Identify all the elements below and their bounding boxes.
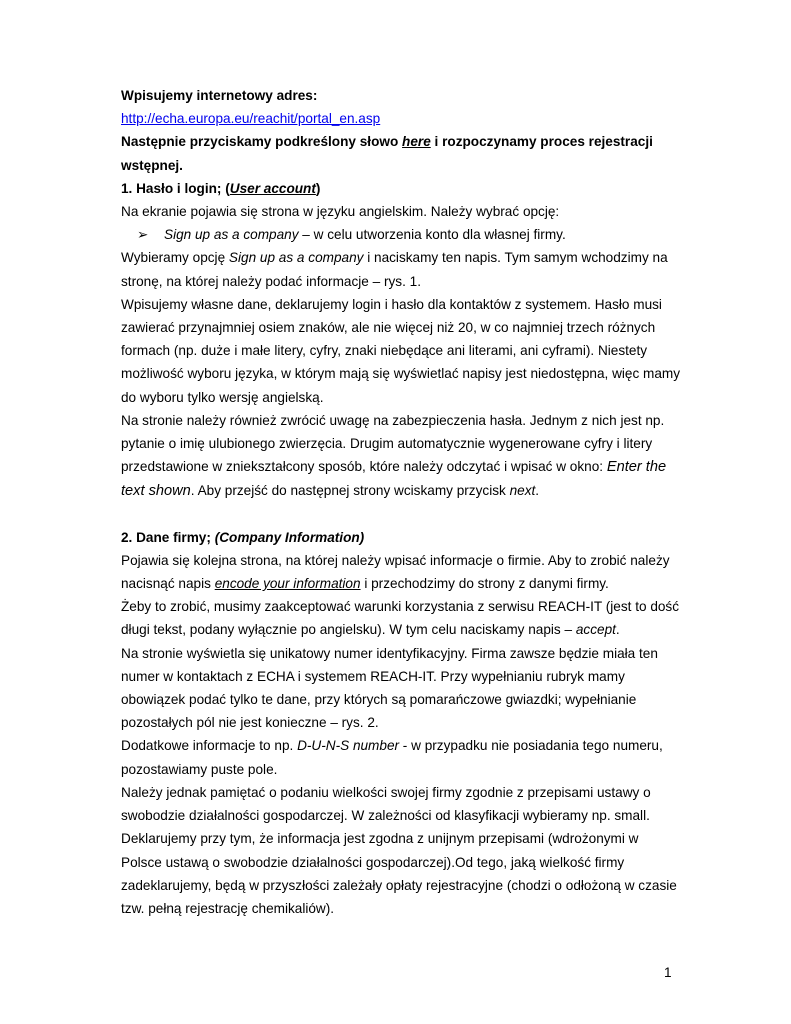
text-span: długi tekst, podany wyłącznie po angielsku). W tym celu naciskamy napis – — [121, 622, 576, 638]
field-name: Enter the — [606, 459, 667, 476]
accept-word: accept — [575, 622, 616, 638]
paragraph-line — [121, 246, 681, 269]
paragraph-line: swobodzie działalności gospodarczej. W zależności od klasyfikacji wybieramy np. small. — [121, 808, 650, 824]
section-2-english-title: (Company Information) — [214, 529, 365, 545]
intro-heading: Wpisujemy internetowy adres: — [121, 88, 318, 103]
paragraph-line: możliwość wyboru języka, w którym mają się wyświetlać napisy jest niedostępna, więc mamy — [121, 366, 681, 382]
portal-link[interactable]: http://echa.europa.eu/reachit/portal_en.asp — [121, 111, 381, 127]
field-name-cont: text shown — [121, 483, 191, 500]
paragraph-line: zadeklarujemy, będą w przyszłości zależały opłaty rejestracyjne (chodzi o odłożoną w czasie — [121, 877, 677, 893]
paragraph-line: Żeby to zrobić, musimy zaakceptować warunki korzystania z serwisu REACH-IT (jest to dość — [121, 599, 680, 615]
paragraph-line: Na stronie wyświetla się unikatowy numer identyfikacyjny. Firma zawsze będzie miała ten — [121, 645, 658, 661]
section-2-heading — [121, 526, 681, 549]
bullet-text: – w celu utworzenia konto dla własnej firmy. — [298, 227, 566, 243]
page-number: 1 — [664, 965, 672, 980]
text-span: . — [615, 622, 620, 638]
paragraph-line: pytanie o imię ulubionego zwierzęcia. Drugim automatycznie wygenerowane cyfry i litery — [121, 436, 653, 452]
option-name: Sign up as a company — [228, 250, 364, 266]
paragraph-line — [121, 455, 681, 479]
here-word: here — [402, 134, 431, 150]
section-1-english-title: User account — [229, 180, 316, 196]
text-span: i naciskamy ten napis. Tym samym wchodzimy na — [363, 250, 668, 266]
paragraph-line — [121, 479, 681, 503]
document-body — [121, 84, 681, 920]
paragraph-line — [121, 734, 681, 757]
text-span: - w przypadku nie posiadania tego numeru, — [399, 738, 663, 754]
instruction-line — [121, 130, 681, 153]
text-span: przedstawione w zniekształcony sposób, które należy odczytać i wpisać w okno: — [121, 459, 607, 475]
section-gap — [121, 504, 681, 526]
paragraph-line: Wpisujemy własne dane, deklarujemy login i hasło dla kontaktów z systemem. Hasło musi — [121, 296, 662, 312]
paragraph-line: Polsce ustawą o swobodzie działalności gospodarczej).Od tego, jaką wielkość firmy — [121, 854, 625, 870]
paragraph-line: pozostałych pól nie jest konieczne – rys. 2. — [121, 715, 379, 731]
paragraph-line: obowiązek podać tylko te dane, przy których są pomarańczowe gwiazdki; wypełnianie — [121, 692, 637, 708]
instruction-text-c: i rozpoczynamy proces rejestracji — [430, 134, 653, 150]
bullet-item — [121, 223, 681, 246]
text-span: . — [535, 483, 540, 499]
text-span: i przechodzimy do strony z danymi firmy. — [360, 576, 609, 592]
paragraph-line — [121, 618, 681, 641]
arrow-bullet-icon: ➢ — [137, 227, 149, 243]
paragraph-line: do wyboru tylko wersję angielską. — [121, 389, 324, 405]
text-span: Dodatkowe informacje to np. — [121, 738, 298, 754]
section-2-title: 2. Dane firmy; — [121, 529, 215, 545]
text-span: nacisnąć napis — [121, 576, 215, 592]
paragraph-line: stronę, na której należy podać informacje – rys. 1. — [121, 273, 421, 289]
bullet-option: Sign up as a company — [164, 227, 299, 243]
paragraph-line — [121, 572, 681, 595]
portal-link-line — [121, 107, 681, 130]
paragraph-line: formach (np. duże i małe litery, cyfry, znaki niebędące ani literami, ani cyframi). Niestety — [121, 343, 648, 359]
paragraph-line: zawierać przynajmniej osiem znaków, ale nie więcej niż 20, w co najmniej trzech różnych — [121, 320, 656, 336]
paragraph-line: Deklarujemy przy tym, że informacja jest zgodna z unijnym przepisami (wdrożonymi w — [121, 831, 639, 847]
instruction-text-a: Następnie przyciskamy podkreślony słowo — [121, 134, 403, 150]
text-span: . Aby przejść do następnej strony wciskamy przycisk — [190, 483, 510, 499]
text-span: Wybieramy opcję — [121, 250, 229, 266]
section-1-title: 1. Hasło i login; ( — [121, 180, 230, 196]
instruction-line-cont: wstępnej. — [121, 157, 183, 173]
encode-link-text: encode your information — [214, 576, 361, 592]
paragraph-line: tzw. pełną rejestrację chemikaliów). — [121, 900, 335, 916]
section-1-paren: ) — [315, 180, 321, 196]
paragraph-line: numer w kontaktach z ECHA i systemem REACH-IT. Przy wypełnianiu rubryk mamy — [121, 668, 625, 684]
next-button-name: next — [509, 483, 536, 499]
paragraph-line: Na ekranie pojawia się strona w języku angielskim. Należy wybrać opcję: — [121, 204, 560, 220]
section-1-heading — [121, 177, 681, 200]
paragraph-line: Należy jednak pamiętać o podaniu wielkości swojej firmy zgodnie z przepisami ustawy o — [121, 784, 651, 800]
paragraph-line: pozostawiamy puste pole. — [121, 761, 278, 777]
duns-term: D-U-N-S number — [297, 738, 400, 754]
paragraph-line: Pojawia się kolejna strona, na której należy wpisać informacje o firmie. Aby to zrobić należy — [121, 552, 670, 568]
paragraph-line: Na stronie należy również zwrócić uwagę na zabezpieczenia hasła. Jednym z nich jest np. — [121, 412, 665, 428]
